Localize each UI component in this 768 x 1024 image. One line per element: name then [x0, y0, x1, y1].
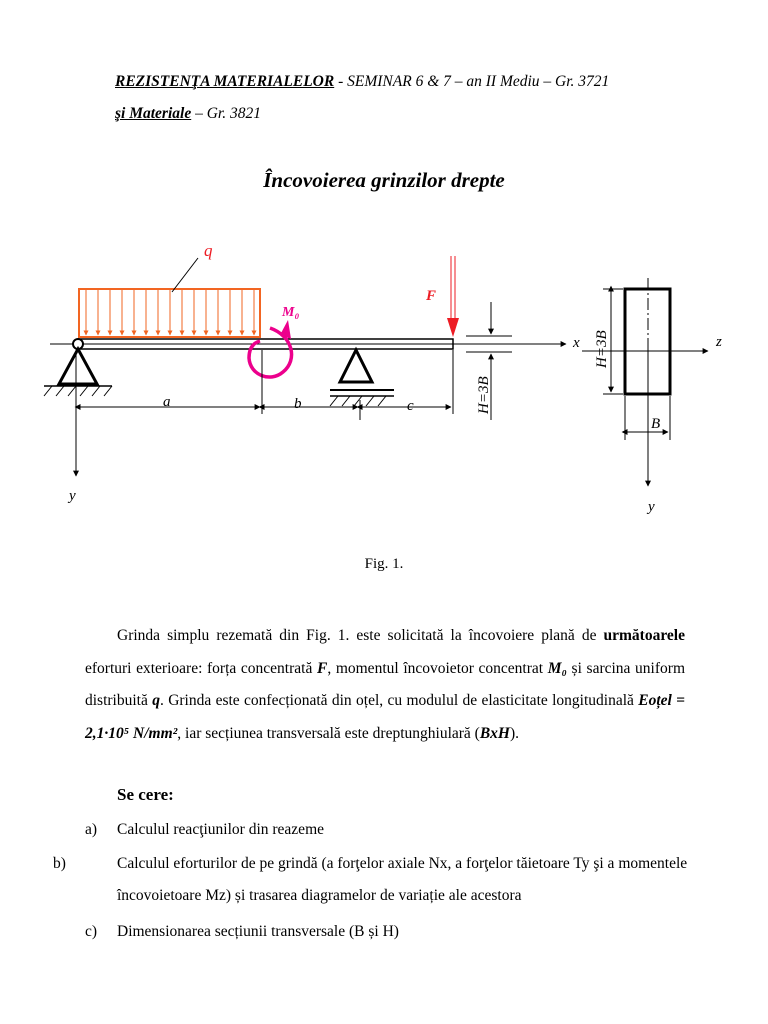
q-label: q	[204, 241, 213, 260]
requirement-item-c	[85, 916, 690, 948]
a-label: a	[163, 394, 171, 410]
y-axis-label: y	[69, 488, 76, 504]
text-line: . Grinda este confecționată din oțel, cu modulul de	[159, 692, 478, 709]
text-line: și sarcina uniform distribuită	[85, 659, 685, 709]
text-line: , iar secțiunea transversală este	[177, 724, 369, 742]
item-label: b)	[53, 855, 66, 872]
symbol-BxH: BxH	[479, 724, 510, 742]
cross-section	[582, 278, 708, 486]
span-dimensions	[80, 350, 453, 420]
z-axis-label: z	[716, 334, 722, 350]
text-line: eforturi exterioare: forța concentrată	[85, 659, 317, 677]
problem-statement	[85, 620, 685, 750]
requirement-item-b	[53, 848, 690, 912]
item-text: Calculul eforturilor de pe grindă (a forţelor axiale Nx, a forţelor tăietoare Ty şi a momentele încovoietoare Mz) și trasarea diagramelor de variație ale acestora	[117, 855, 688, 904]
specialization: şi Materiale	[115, 105, 192, 122]
item-text: Calculul reacţiunilor din reazeme	[117, 821, 325, 838]
c-label: c	[407, 398, 414, 414]
page-title: Încovoierea grinzilor drepte	[263, 168, 505, 192]
beam-figure	[0, 220, 768, 520]
item-text: Dimensionarea secțiunii transversale (B și H)	[117, 923, 399, 940]
text-line: ).	[510, 724, 520, 742]
item-label: c)	[85, 923, 98, 940]
header-line-1	[115, 73, 609, 91]
text-line: Grinda simplu rezemată din Fig. 1. este solicitată la încovoiere plană de	[117, 627, 597, 644]
section-height-label: H=3B	[594, 330, 610, 368]
force-F	[447, 256, 459, 337]
header-line-2	[115, 105, 261, 123]
group-info: – Gr. 3821	[191, 105, 261, 122]
distributed-load	[79, 258, 260, 337]
F-label: F	[426, 288, 437, 304]
requirements-heading: Se cere:	[117, 785, 174, 804]
symbol-q: q	[152, 692, 160, 709]
course-name: REZISTENŢA MATERIALELOR	[115, 73, 335, 90]
requirement-item-a	[85, 814, 690, 846]
elastic-modulus: Eoțel = 2,1·10⁵ N/mm²	[85, 692, 686, 742]
text-line: dreptunghiulară (	[372, 724, 480, 742]
beam-height-label: H=3B	[476, 376, 492, 414]
section-width-label: B	[651, 416, 661, 432]
section-y-label: y	[648, 499, 655, 515]
text-line: , momentul încovoietor concentrat	[327, 659, 544, 677]
figure-caption: Fig. 1.	[364, 556, 404, 572]
b-label: b	[294, 396, 302, 412]
seminar-info: - SEMINAR 6 & 7 – an II Mediu – Gr. 3721	[334, 73, 610, 90]
roller-support-right	[330, 350, 394, 406]
item-label: a)	[85, 821, 98, 838]
symbol-F: F	[316, 659, 328, 677]
symbol-M0: M₀	[547, 659, 567, 677]
M0-label: M₀	[282, 305, 300, 320]
text-bold: următoarele	[603, 627, 685, 644]
text-line: elasticitate longitudinală	[481, 692, 639, 709]
x-axis-label: x	[573, 335, 580, 351]
